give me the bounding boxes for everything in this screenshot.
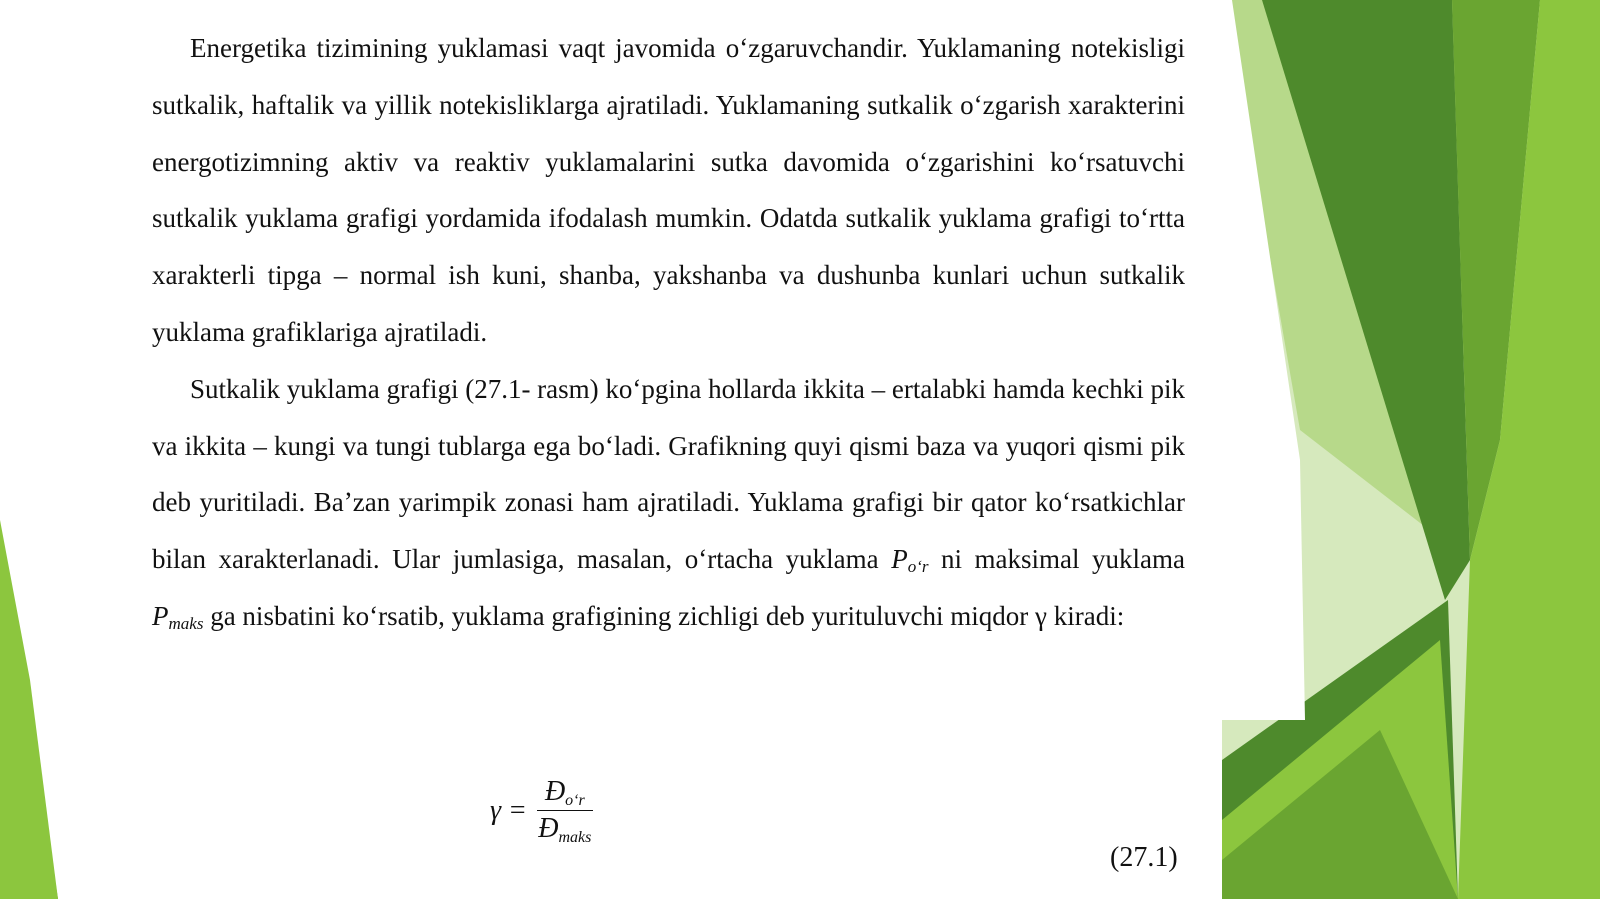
- formula-fraction: [537, 776, 593, 845]
- paragraph-2: [152, 361, 1185, 645]
- formula-numerator: $Đ_{oʻr}$: [537, 776, 593, 811]
- equation-number: (27.1): [1110, 842, 1178, 873]
- formula-denominator: $Đ_{maks}$: [538, 813, 592, 846]
- paragraph-2-part-2: ni maksimal yuklama: [928, 544, 1186, 575]
- max-load-symbol: $P_{maks}$: [152, 600, 204, 633]
- formula-lhs: γ =: [490, 794, 527, 826]
- document-body: [152, 20, 1185, 645]
- formula-27-1: [490, 776, 593, 845]
- avg-load-symbol: $P_{oʻr}$: [891, 544, 929, 577]
- paragraph-2-part-3: ga nisbatini koʻrsatib, yuklama grafigining zichligi deb yurituluvchi miqdor γ kiradi:: [203, 600, 1125, 631]
- paragraph-1: Energetika tizimining yuklamasi vaqt javomida oʻzgaruvchandir. Yuklamaning notekisligi sutkalik, haftalik va yillik notekisliklarga ajratiladi. Yuklamaning sutkalik oʻzgarish xarakterini energotizimning aktiv va reaktiv yuklamalarini sutka davomida oʻzgarishini koʻrsatuvchi sutkalik yuklama grafigi yordamida ifodalash mumkin. Odatda sutkalik yuklama grafigi toʻrtta xarakterli tipga – normal ish kuni, shanba, yakshanba va dushunba kunlari uchun sutkalik yuklama grafiklariga ajratiladi.: [152, 33, 1185, 347]
- paragraph-2-part-1: Sutkalik yuklama grafigi (27.1- rasm) koʻpgina hollarda ikkita – ertalabki hamda kechki pik va ikkita – kungi va tungi tublarga ega boʻladi. Grafikning quyi qismi baza va yuqori qismi pik deb yuritiladi. Baʼzan yarimpik zonasi ham ajratiladi. Yuklama grafigi bir qator koʻrsatkichlar bilan xarakterlanadi. Ular jumlasiga, masalan, oʻrtacha yuklama: [152, 373, 1185, 575]
- left-bright-shard: [0, 520, 58, 899]
